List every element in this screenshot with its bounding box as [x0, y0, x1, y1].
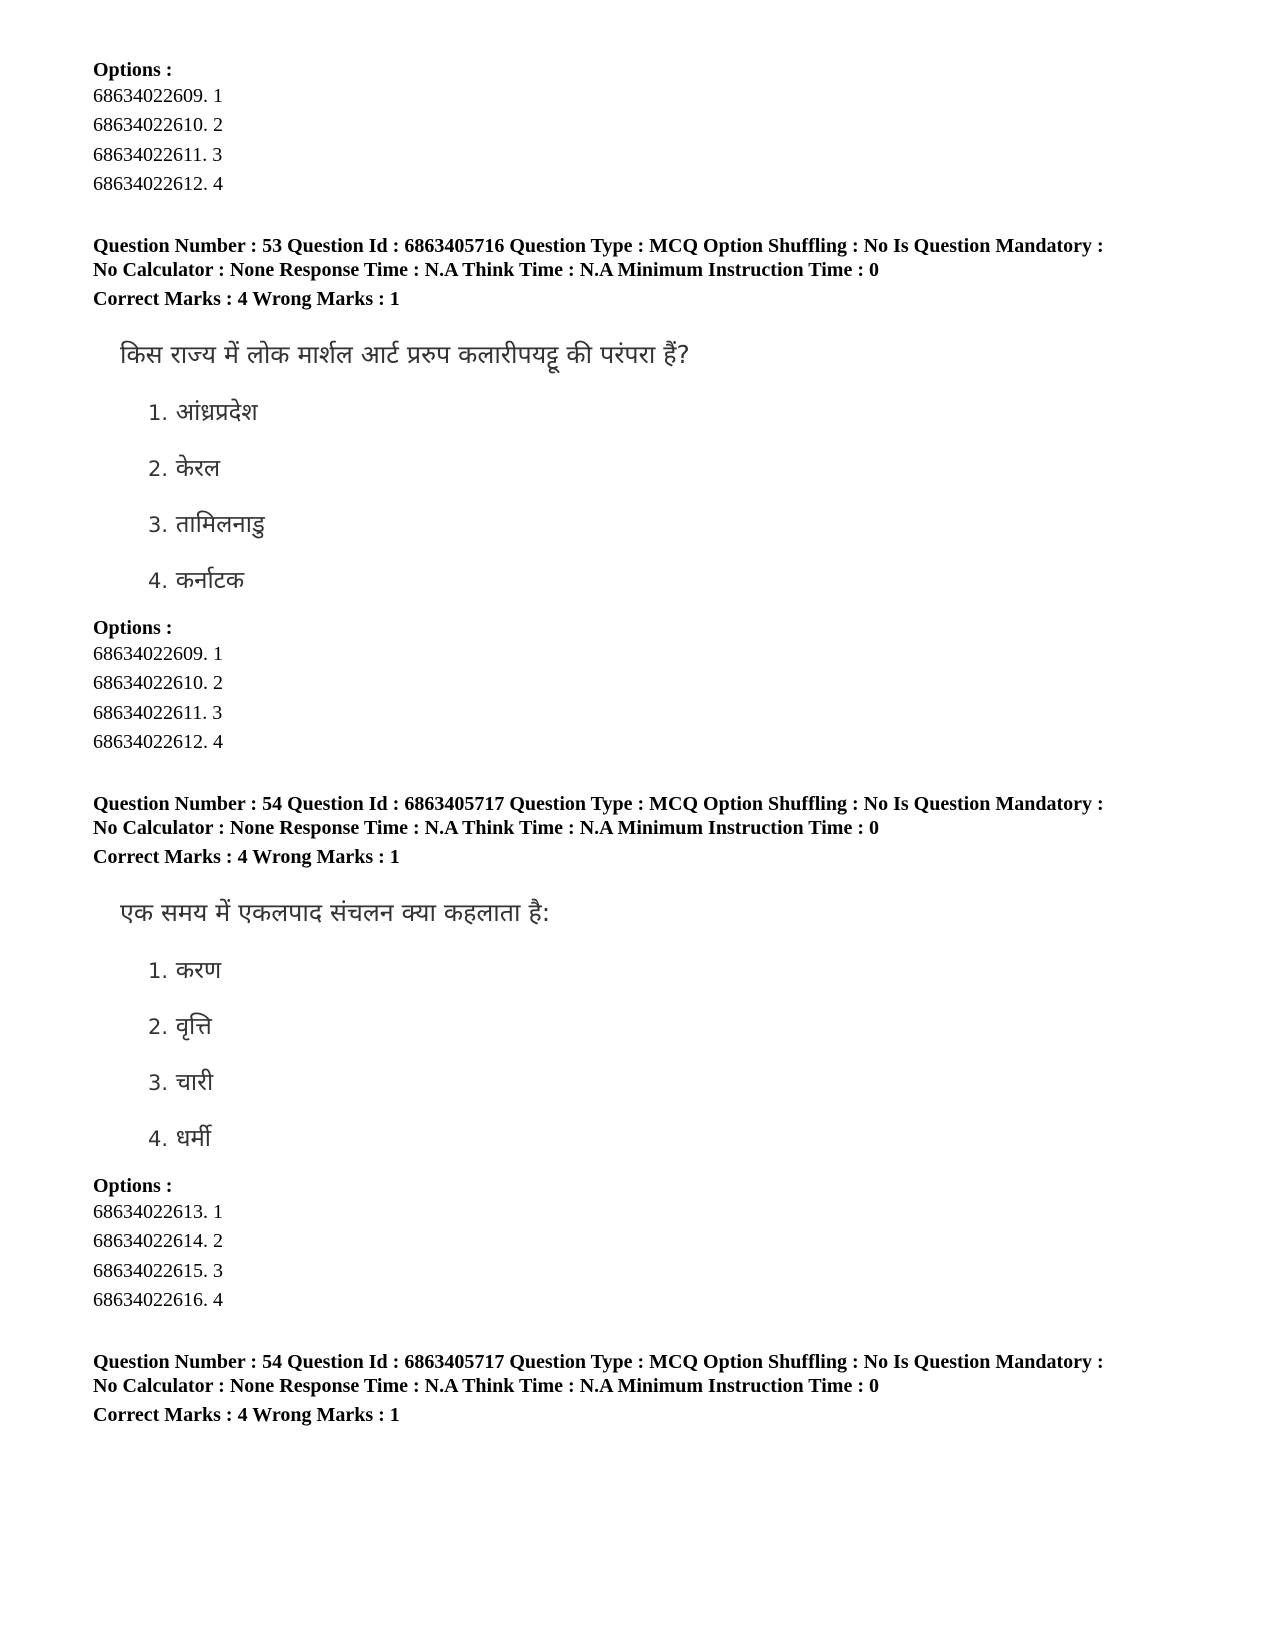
question-header-54-repeat [93, 1350, 1193, 1427]
options-title: Options : [93, 1175, 173, 1197]
answer-choice-2 [148, 451, 220, 484]
choice-label: केरल [175, 454, 221, 482]
choice-label: कर्नाटक [175, 566, 245, 594]
choice-number: 2. [148, 457, 169, 481]
option-id-line: 68634022612. 4 [93, 730, 223, 753]
choice-number: 3. [148, 513, 169, 537]
option-id-line: 68634022614. 2 [93, 1230, 223, 1253]
answer-choice-1 [148, 953, 221, 986]
options-title: Options : [93, 59, 173, 81]
choice-number: 3. [148, 1071, 169, 1095]
option-id-line: 68634022616. 4 [93, 1288, 223, 1311]
answer-choice-4 [148, 1121, 211, 1154]
question-meta-line-2: No Calculator : None Response Time : N.A Think Time : N.A Minimum Instruction Time : 0 [93, 259, 879, 281]
options-block-top [93, 58, 1193, 199]
question-meta-line-1: Question Number : 54 Question Id : 6863405717 Question Type : MCQ Option Shuffling : No Is Question Mandatory : [93, 1351, 1104, 1373]
option-id-line: 68634022613. 1 [93, 1201, 223, 1223]
choice-label: वृत्ति [175, 1012, 212, 1040]
answer-choice-1 [148, 395, 258, 428]
option-id-line: 68634022609. 1 [93, 85, 223, 107]
options-title: Options : [93, 617, 173, 639]
question-marks: Correct Marks : 4 Wrong Marks : 1 [93, 288, 400, 310]
answer-choice-3 [148, 507, 265, 540]
choice-number: 2. [148, 1015, 169, 1039]
question-meta-line-1: Question Number : 53 Question Id : 6863405716 Question Type : MCQ Option Shuffling : No Is Question Mandatory : [93, 235, 1104, 257]
choice-label: तामिलनाडु [175, 510, 265, 538]
question-text: एक समय में एकलपाद संचलन क्या कहलाता है: [120, 898, 551, 927]
option-id-line: 68634022612. 4 [93, 172, 223, 195]
question-header-54 [93, 792, 1193, 869]
question-text: किस राज्य में लोक मार्शल आर्ट प्ररुप कलारीपयट्टू की परंपरा हैं? [120, 340, 690, 369]
question-meta-line-1: Question Number : 54 Question Id : 6863405717 Question Type : MCQ Option Shuffling : No Is Question Mandatory : [93, 793, 1104, 815]
choice-number: 4. [148, 1127, 169, 1151]
option-id-line: 68634022611. 3 [93, 143, 223, 166]
question-marks: Correct Marks : 4 Wrong Marks : 1 [93, 1404, 400, 1426]
choice-number: 1. [148, 959, 169, 983]
choice-number: 4. [148, 569, 169, 593]
question-meta-line-2: No Calculator : None Response Time : N.A Think Time : N.A Minimum Instruction Time : 0 [93, 1375, 879, 1397]
choice-label: करण [175, 956, 222, 984]
option-id-line: 68634022609. 1 [93, 643, 223, 665]
option-id-line: 68634022610. 2 [93, 114, 223, 137]
answer-choice-3 [148, 1065, 213, 1098]
option-id-line: 68634022610. 2 [93, 672, 223, 695]
options-block-53 [93, 616, 1193, 757]
answer-choice-2 [148, 1009, 212, 1042]
choice-label: धर्मी [175, 1124, 212, 1152]
choice-label: आंध्रप्रदेश [175, 398, 258, 426]
question-meta-line-2: No Calculator : None Response Time : N.A Think Time : N.A Minimum Instruction Time : 0 [93, 817, 879, 839]
choice-number: 1. [148, 401, 169, 425]
option-id-line: 68634022615. 3 [93, 1259, 223, 1282]
options-block-54 [93, 1174, 1193, 1315]
question-header-53 [93, 234, 1193, 311]
choice-label: चारी [175, 1068, 214, 1096]
option-id-line: 68634022611. 3 [93, 701, 223, 724]
answer-choice-4 [148, 563, 244, 596]
question-marks: Correct Marks : 4 Wrong Marks : 1 [93, 846, 400, 868]
